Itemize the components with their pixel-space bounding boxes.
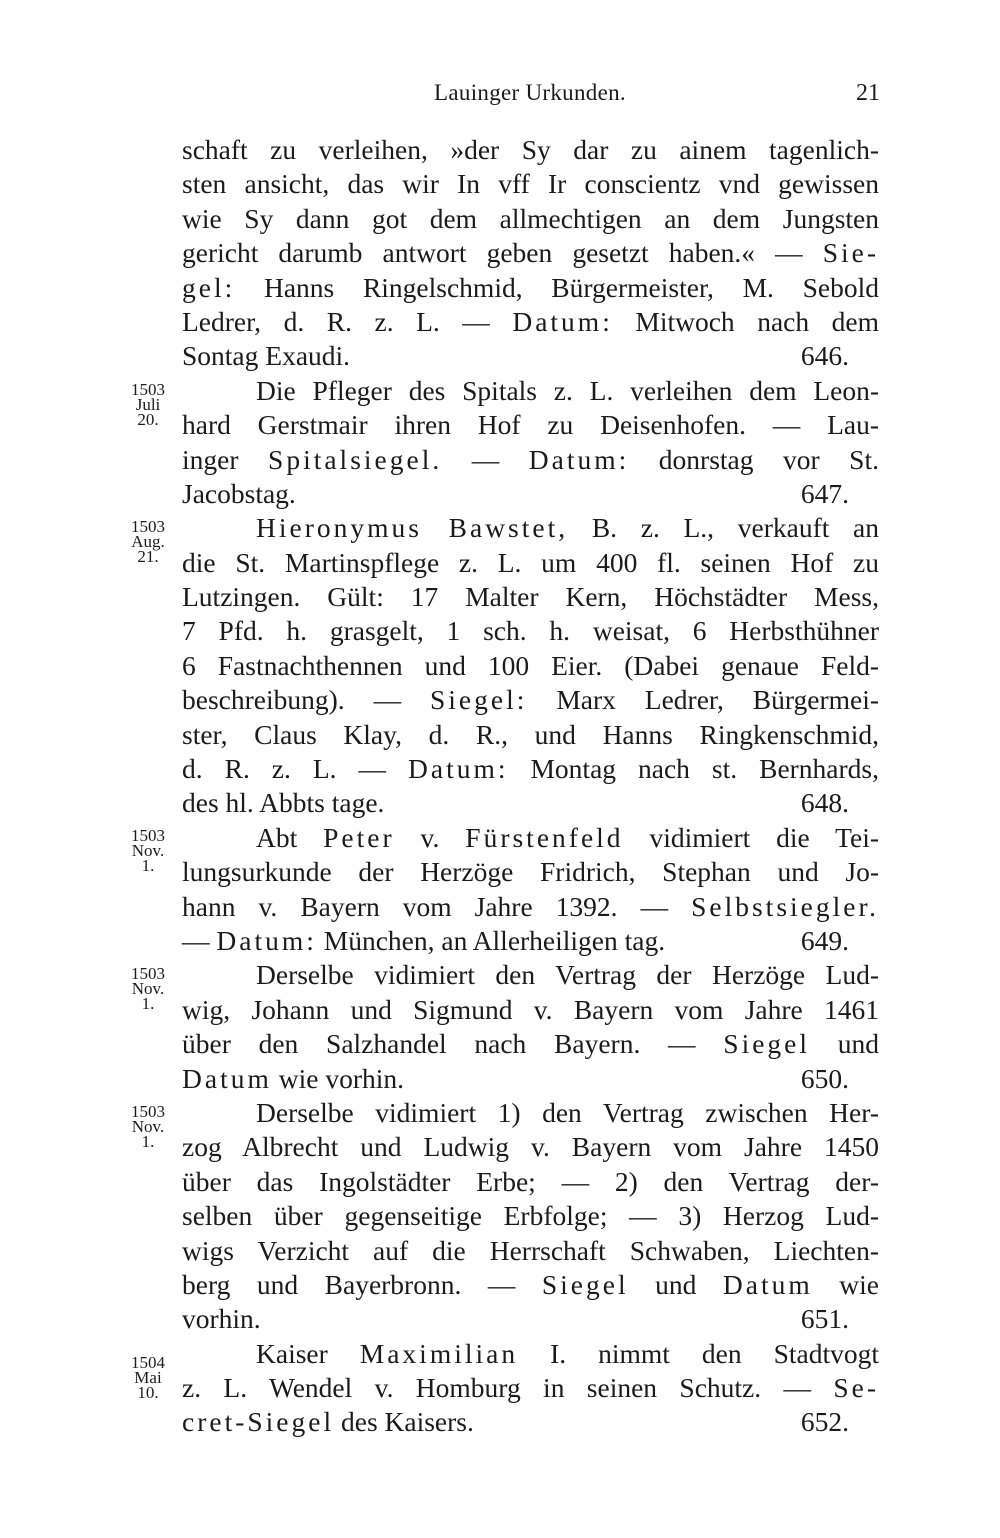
margin-year: 1503 [131, 380, 165, 399]
text-line [182, 1268, 879, 1302]
margin-date-648 [118, 519, 178, 564]
page-body [182, 133, 879, 1440]
text-segment: Ledrer, d. R. z. L. — [182, 305, 490, 337]
spaced-text: Fürstenfeld [465, 821, 624, 853]
text-segment: des hl. Abbts tage. [182, 787, 385, 819]
spaced-text: Datum: [528, 443, 630, 475]
text-line: 7 Pfd. h. grasgelt, 1 sch. h. weisat, 6 Herbsthühner [182, 615, 879, 647]
spaced-text: Peter [323, 821, 395, 853]
text-segment: I. nimmt den Stadtvogt [550, 1337, 879, 1369]
spaced-text: Siegel [541, 1268, 629, 1300]
text-line: zog Albrecht und Ludwig v. Bayern vom Jahre 1450 [182, 1131, 879, 1163]
text-line: hard Gerstmair ihren Hof zu Deisenhofen. — Lau- [182, 409, 879, 441]
text-segment: B. z. L., verkauft an [591, 512, 880, 544]
entry-652 [182, 1337, 879, 1440]
entry-number: 651. [800, 1303, 849, 1335]
text-segment: Kaiser [256, 1337, 328, 1369]
text-line [182, 924, 879, 958]
spaced-text: Datum: [512, 305, 613, 337]
text-segment: München, an Allerheiligen tag. [323, 924, 666, 956]
margin-date-649 [118, 828, 178, 873]
text-segment: Mitwoch nach dem [635, 305, 879, 337]
text-line: 6 Fastnachthennen und 100 Eier. (Dabei genaue Feld- [182, 649, 879, 681]
entry-651 [182, 1096, 879, 1337]
entry-650 [182, 958, 879, 1096]
entry-646 [182, 133, 879, 374]
text-line [182, 1405, 879, 1439]
margin-year: 1504 [131, 1353, 165, 1372]
spaced-text: Datum [722, 1268, 813, 1300]
spaced-text: gel: [182, 271, 236, 303]
margin-day: 10. [137, 1383, 159, 1402]
spaced-text: Datum: [216, 924, 317, 956]
text-segment: z. L. Wendel v. Homburg in seinen Schutz. — [182, 1372, 811, 1404]
entry-number: 652. [800, 1406, 849, 1438]
text-line [182, 305, 879, 339]
entry-number: 648. [800, 787, 849, 819]
margin-day: 1. [141, 856, 155, 875]
text-segment: berg und Bayerbronn. — [182, 1268, 516, 1300]
text-segment: inger [182, 443, 239, 475]
text-segment: Hanns Ringelschmid, Bürgermeister, M. Sebold [263, 271, 880, 303]
text-line [182, 1337, 879, 1371]
text-line [182, 1062, 879, 1096]
margin-month: Nov. [131, 979, 165, 998]
margin-date-650 [118, 966, 178, 1011]
text-segment: Marx Ledrer, Bürgermei- [556, 684, 880, 716]
entry-number: 649. [800, 924, 849, 956]
text-segment: und [655, 1268, 697, 1300]
entry-647 [182, 374, 879, 512]
page-number: 21 [856, 80, 880, 106]
text-line [182, 821, 879, 855]
text-line: Derselbe vidimiert den Vertrag der Herzöge Lud- [256, 959, 879, 991]
spaced-text: Sie- [822, 237, 880, 269]
text-line [182, 752, 879, 786]
spaced-text: Siegel: [430, 684, 528, 716]
text-line: schaft zu verleihen, »der Sy dar zu ainem tagenlich- [182, 134, 879, 165]
entry-number: 647. [800, 477, 849, 509]
margin-month: Mai [134, 1368, 162, 1387]
margin-day: 20. [137, 410, 159, 429]
entry-number: 650. [800, 1062, 849, 1094]
text-segment: über den Salzhandel nach Bayern. — [182, 1028, 696, 1060]
text-segment: wie [839, 1268, 879, 1300]
margin-date-647 [118, 382, 178, 427]
page-header [180, 80, 880, 120]
spaced-text: Selbstsiegler. [691, 890, 879, 922]
text-segment: Sontag Exaudi. [182, 340, 351, 372]
text-line [182, 683, 879, 717]
text-line: die St. Martinspflege z. L. um 400 fl. seinen Hof zu [182, 546, 879, 578]
text-segment: gericht darumb antwort geben gesetzt haben.« — [182, 237, 803, 269]
text-segment: vidimiert die Tei- [649, 821, 880, 853]
spaced-text: Siegel [723, 1028, 811, 1060]
text-segment: Abt [256, 821, 298, 853]
text-line [182, 236, 879, 270]
entry-number: 646. [800, 340, 849, 372]
text-line: wig, Johann und Sigmund v. Bayern vom Jahre 1461 [182, 993, 879, 1025]
text-line [182, 443, 879, 477]
text-segment: beschreibung). — [182, 684, 402, 716]
text-segment: Jacobstag. [182, 477, 296, 509]
text-line [182, 339, 879, 373]
running-title: Lauinger Urkunden. [434, 80, 626, 105]
text-line: wie Sy dann got dem allmechtigen an dem Jungsten [182, 202, 879, 234]
text-line: sten ansicht, das wir In vff Ir conscientz vnd gewissen [182, 168, 879, 200]
text-segment: hann v. Bayern vom Jahre 1392. — [182, 890, 669, 922]
margin-month: Juli [135, 395, 161, 414]
text-segment: donrstag vor St. [658, 443, 879, 475]
text-segment: und [837, 1028, 880, 1060]
text-line: über das Ingolstädter Erbe; — 2) den Vertrag der- [182, 1165, 879, 1197]
text-line: Die Pfleger des Spitals z. L. verleihen dem Leon- [256, 374, 879, 406]
text-line: lungsurkunde der Herzöge Fridrich, Stephan und Jo- [182, 856, 879, 888]
margin-day: 1. [141, 1132, 155, 1151]
text-line [182, 511, 879, 545]
text-segment: d. R. z. L. — [182, 753, 387, 785]
spaced-text: Datum: [408, 753, 509, 785]
entry-648 [182, 511, 879, 821]
margin-date-651 [118, 1104, 178, 1149]
margin-date-652 [118, 1355, 178, 1400]
spaced-text: Spitalsiegel. [268, 443, 443, 475]
spaced-text: cret-Siegel [182, 1406, 335, 1438]
margin-year: 1503 [131, 1102, 165, 1121]
margin-month: Nov. [131, 841, 165, 860]
text-segment: — [471, 443, 500, 475]
margin-day: 1. [141, 994, 155, 1013]
margin-day: 21. [137, 547, 159, 566]
text-line [182, 271, 879, 305]
text-segment: — [182, 924, 210, 956]
text-segment: Montag nach st. Bernhards, [530, 753, 879, 785]
text-line [182, 1027, 879, 1061]
margin-year: 1503 [131, 517, 165, 536]
text-segment: wie vorhin. [278, 1062, 404, 1094]
text-line: wigs Verzicht auf die Herrschaft Schwaben, Liechten- [182, 1234, 879, 1266]
text-line: Lutzingen. Gült: 17 Malter Kern, Höchstädter Mess, [182, 581, 879, 613]
text-segment: vorhin. [182, 1303, 261, 1335]
margin-month: Aug. [131, 532, 165, 551]
entry-649 [182, 821, 879, 959]
spaced-text: Hieronymus Bawstet, [256, 512, 569, 544]
spaced-text: Datum [182, 1062, 272, 1094]
margin-month: Nov. [131, 1117, 165, 1136]
text-segment: des Kaisers. [340, 1406, 474, 1438]
text-segment: v. [420, 821, 440, 853]
margin-year: 1503 [131, 826, 165, 845]
text-line [182, 477, 879, 511]
text-line: selben über gegenseitige Erbfolge; — 3) Herzog Lud- [182, 1200, 879, 1232]
text-line [182, 1302, 879, 1336]
spaced-text: Se- [833, 1372, 880, 1404]
text-line [182, 786, 879, 820]
text-line: ster, Claus Klay, d. R., und Hanns Ringkenschmid, [182, 718, 879, 750]
spaced-text: Maximilian [359, 1337, 519, 1369]
text-line: Derselbe vidimiert 1) den Vertrag zwischen Her- [256, 1096, 879, 1128]
margin-year: 1503 [131, 964, 165, 983]
text-line [182, 1371, 879, 1405]
text-line [182, 890, 879, 924]
